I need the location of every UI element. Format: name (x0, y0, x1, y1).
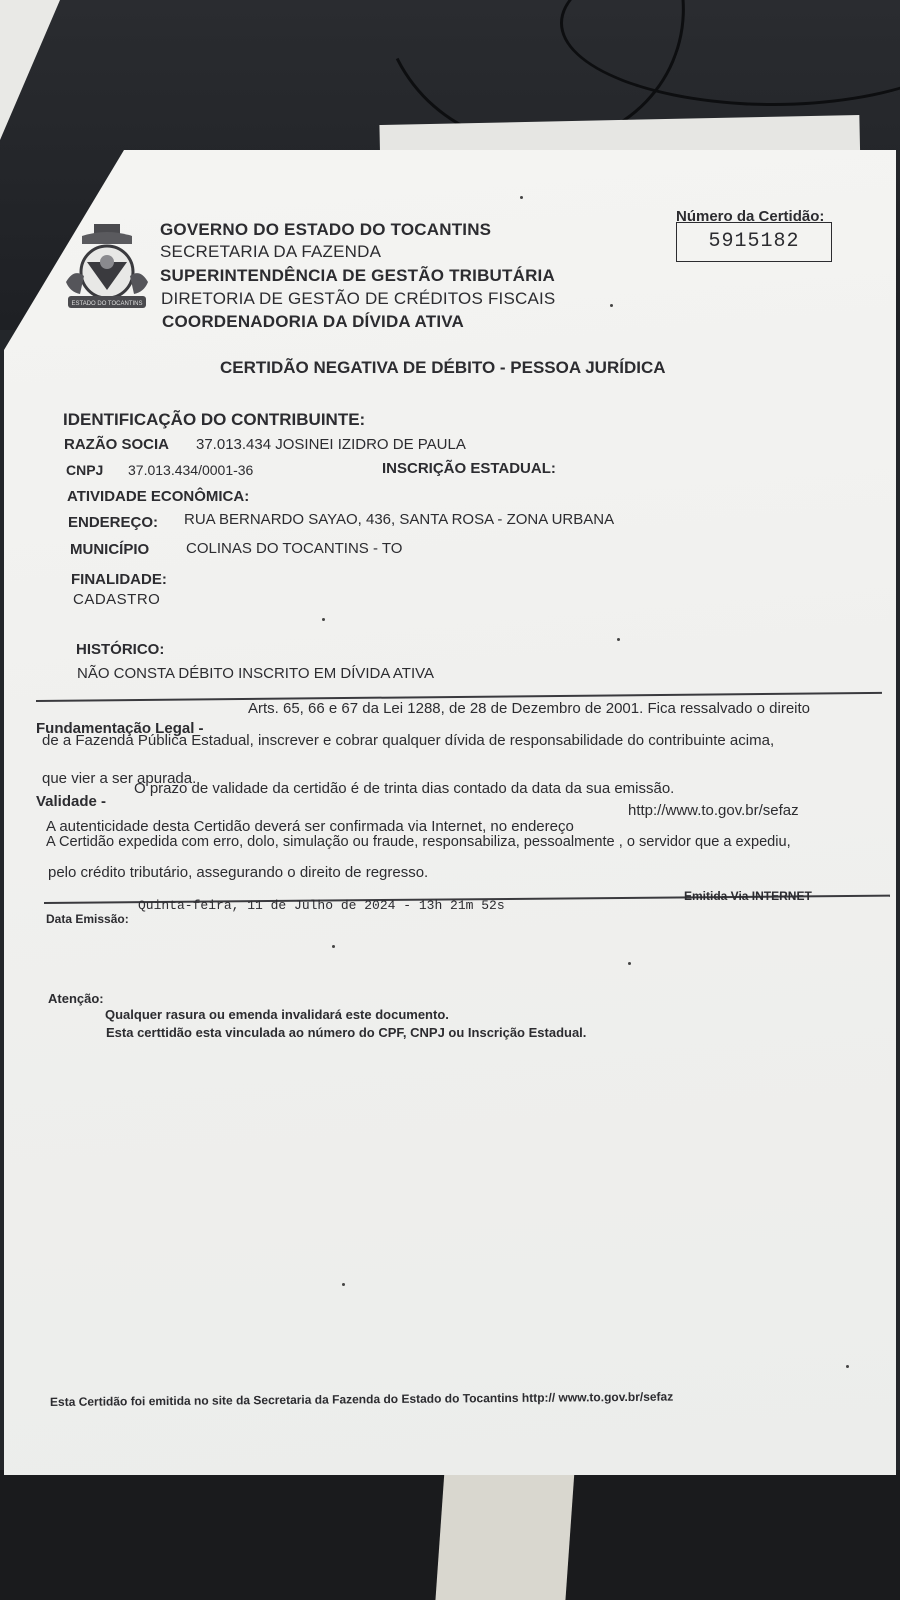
company-name-value: 37.013.434 JOSINEI IZIDRO DE PAULA (196, 436, 466, 453)
address-label: ENDEREÇO: (68, 514, 159, 531)
address-value: RUA BERNARDO SAYAO, 436, SANTA ROSA - ZONA URBANA (184, 511, 615, 528)
attention-label: Atenção: (48, 991, 104, 1006)
header-government: GOVERNO DO ESTADO DO TOCANTINS (160, 220, 492, 239)
state-registration-label: INSCRIÇÃO ESTADUAL: (382, 460, 556, 477)
legal-basis-line-1: Arts. 65, 66 e 67 da Lei 1288, de 28 de Dezembro de 2001. Fica ressalvado o direito (248, 700, 811, 717)
municipality-value: COLINAS DO TOCANTINS - TO (186, 540, 403, 557)
validity-label: Validade - (36, 793, 107, 810)
municipality-label: MUNICÍPIO (70, 541, 150, 558)
error-clause-line-1: A Certidão expedida com erro, dolo, simulação ou fraude, responsabiliza, pessoalmente , o servidor que a expediu, (46, 834, 791, 850)
emission-date-label: Data Emissão: (46, 912, 129, 926)
attention-line-2: Esta certtidão esta vinculada ao número do CPF, CNPJ ou Inscrição Estadual. (106, 1025, 587, 1040)
speck (342, 1283, 345, 1286)
speck (617, 638, 620, 641)
speck (332, 945, 335, 948)
company-name-label: RAZÃO SOCIA (64, 436, 169, 453)
paper-strip (435, 1470, 574, 1600)
certificate-number-label: Número da Certidão: (676, 208, 825, 225)
purpose-value: CADASTRO (73, 591, 161, 608)
legal-basis-line-3: que vier a ser apurada. (42, 770, 197, 787)
cnpj-label: CNPJ (66, 462, 104, 478)
header-secretariat: SECRETARIA DA FAZENDA (160, 242, 382, 261)
emission-channel: Emitida Via INTERNET (684, 889, 812, 903)
header-coordination: COORDENADORIA DA DÍVIDA ATIVA (162, 312, 465, 331)
certificate-number-box: 5915182 (676, 222, 832, 262)
header-directorate: DIRETORIA DE GESTÃO DE CRÉDITOS FISCAIS (161, 289, 556, 308)
history-label: HISTÓRICO: (76, 641, 165, 658)
footer-note: Esta Certidão foi emitida no site da Secretaria da Fazenda do Estado do Tocantins http:// www.to.gov.br/sefaz (49, 1389, 674, 1409)
header-superintendency: SUPERINTENDÊNCIA DE GESTÃO TRIBUTÁRIA (160, 266, 555, 285)
error-clause-line-2: pelo crédito tributário, assegurando o direito de regresso. (48, 864, 429, 881)
speck (628, 962, 631, 965)
speck (520, 196, 523, 199)
document-title: CERTIDÃO NEGATIVA DE DÉBITO - PESSOA JURÍDICA (220, 358, 666, 377)
taxpayer-section-heading: IDENTIFICAÇÃO DO CONTRIBUINTE: (63, 410, 366, 429)
validity-text: O prazo de validade da certidão é de trinta dias contado da data da sua emissão. (134, 780, 675, 797)
legal-basis-label: Fundamentação Legal - (36, 720, 204, 737)
legal-basis-line-2: de a Fazenda Pública Estadual, inscrever e cobrar qualquer dívida de responsabilidade do contribuinte acima, (42, 732, 775, 749)
authenticity-text: A autenticidade desta Certidão deverá ser confirmada via Internet, no endereço (46, 818, 574, 835)
authenticity-url-link[interactable]: http://www.to.gov.br/sefaz (628, 802, 799, 819)
emission-date-value: Quinta-feira, 11 de Julho de 2024 - 13h 21m 52s (138, 898, 505, 913)
attention-line-1: Qualquer rasura ou emenda invalidará este documento. (105, 1007, 449, 1022)
state-crest-icon (62, 222, 152, 314)
crest-label: ESTADO DO TOCANTINS (71, 301, 143, 307)
speck (846, 1365, 849, 1368)
history-value: NÃO CONSTA DÉBITO INSCRITO EM DÍVIDA ATIVA (77, 665, 435, 682)
economic-activity-label: ATIVIDADE ECONÔMICA: (67, 488, 250, 505)
speck (610, 304, 613, 307)
purpose-label: FINALIDADE: (71, 571, 167, 588)
cnpj-value: 37.013.434/0001-36 (128, 462, 254, 478)
speck (322, 618, 325, 621)
